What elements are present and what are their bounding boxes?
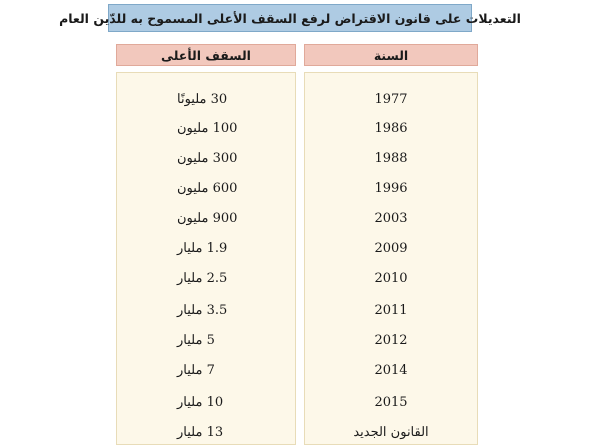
table-title: التعديلات على قانون الاقتراض لرفع السقف الأعلى المسموح به للدّين العام [108,4,472,32]
year-column [304,72,478,445]
year-column-header: السنة [304,44,478,66]
ceiling-cell: 600 مليون [177,181,238,196]
year-cell: 1988 [374,151,408,166]
year-cell: 1977 [374,92,408,107]
year-cell: 1996 [374,181,408,196]
year-cell: 2003 [374,211,408,226]
ceiling-cell: 10 مليار [177,395,224,410]
ceiling-cell: 13 مليار [177,425,224,440]
year-cell: 2015 [374,395,408,410]
year-cell: 2014 [374,363,408,378]
ceiling-cell: 2.5 مليار [177,271,228,286]
ceiling-cell: 1.9 مليار [177,241,228,256]
year-cell: 2012 [374,333,408,348]
ceiling-column [116,72,296,445]
ceiling-cell: 900 مليون [177,211,238,226]
ceiling-cell: 100 مليون [177,121,238,136]
ceiling-cell: 3.5 مليار [177,303,228,318]
ceiling-cell: 5 مليار [177,333,215,348]
ceiling-column-header: السقف الأعلى [116,44,296,66]
ceiling-cell: 7 مليار [177,363,215,378]
year-cell: القانون الجديد [353,425,429,440]
year-cell: 2011 [374,303,408,318]
year-cell: 1986 [374,121,408,136]
year-cell: 2009 [374,241,408,256]
ceiling-cell: 30 مليونًا [177,92,228,107]
year-cell: 2010 [374,271,408,286]
ceiling-cell: 300 مليون [177,151,238,166]
